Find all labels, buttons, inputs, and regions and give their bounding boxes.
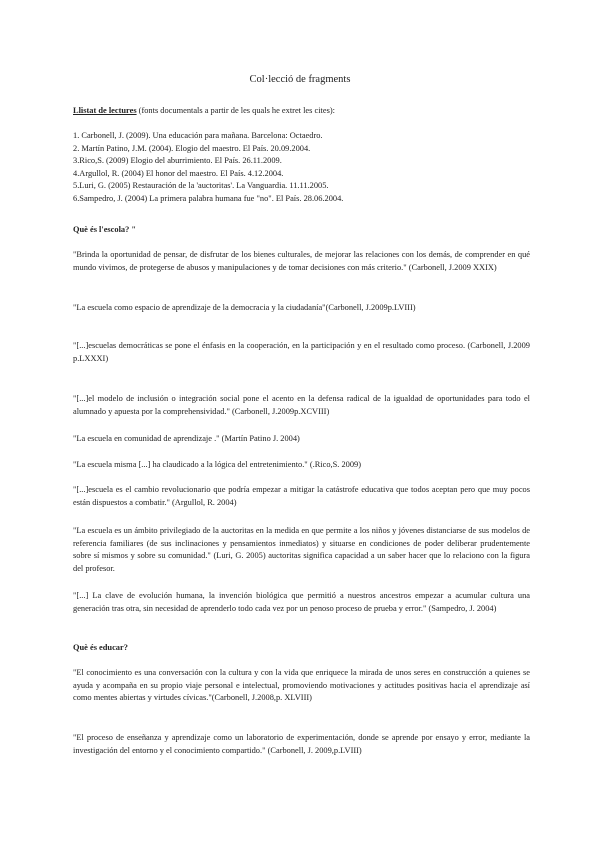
reading-list-heading: Llistat de lectures	[73, 106, 137, 115]
page-title: Col·lecció de fragments	[249, 74, 351, 85]
quote: "Brinda la oportunidad de pensar, de disfrutar de los bienes culturales, de mejorar las relaciones con los demás, de comprender en qué mundo vivimos, de protegerse de abusos y manipulaciones y de tomar decisiones con más criterio." (Carbonell, J.2009 XXIX)	[73, 250, 530, 272]
section-heading-educate: Què és educar?	[73, 643, 128, 652]
quote: "La escuela en comunidad de aprendizaje ." (Martín Patino J. 2004)	[73, 434, 300, 443]
quote: "[...] La clave de evolución humana, la invención biológica que permitió a nuestros ancestros empezar a acumular cultura una generación tras otra, sin necesidad de aprenderlo todo cada vez por un penoso proceso de prueba y error." (Sampedro, J. 2004)	[73, 591, 530, 613]
list-item: 4.Argullol, R. (2004) El honor del maestro. El País. 4.12.2004.	[73, 168, 284, 178]
quote: "[...]escuelas democráticas se pone el énfasis en la cooperación, en la participación y en el resultado como proceso. (Carbonell, J.2009 p.LXXXI)	[73, 341, 530, 363]
list-item: 2. Martín Patino, J.M. (2004). Elogio del maestro. El País. 20.09.2004.	[73, 143, 311, 153]
section-heading-school: Què és l'escola? "	[73, 225, 137, 234]
quote: "La escuela es un ámbito privilegiado de la auctoritas en la medida en que permite a los niños y jóvenes distanciarse de sus modelos de referencia familiares (de sus inclinaciones y pensamientos inmediatos) y situarse en condiciones de poder deliberar prudentemente sobre sí mismos y sobre su comunidad." (Luri, G. 2005) auctoritas significa capacidad a un saber hacer que lo relaciono con la figura del profesor.	[73, 526, 530, 573]
list-item: 5.Luri, G. (2005) Restauración de la 'auctoritas'. La Vanguardia. 11.11.2005.	[73, 181, 329, 191]
reading-list-subtitle: (fonts documentals a partir de les quals he extret les cites):	[136, 106, 335, 115]
quote: "El proceso de enseñanza y aprendizaje como un laboratorio de experimentación, donde se aprende por ensayo y error, mediante la investigación del entorno y el conocimiento compartido." (Carbonell, J. 2009,p.LVIII)	[73, 733, 530, 755]
quote: "La escuela como espacio de aprendizaje de la democracia y la ciudadanía"(Carbonell, J.2009p.LVIII)	[73, 303, 416, 312]
quote: "La escuela misma [...] ha claudicado a la lógica del entretenimiento." (.Rico,S. 2009)	[73, 460, 361, 469]
quote: "[...]escuela es el cambio revolucionario que podría empezar a mitigar la catástrofe educativa que todos aceptan pero que muy pocos están dispuestos a combatir." (Argullol, R. 2004)	[73, 485, 530, 507]
list-item: 6.Sampedro, J. (2004) La primera palabra humana fue "no". El País. 28.06.2004.	[73, 193, 344, 203]
quote: "El conocimiento es una conversación con la cultura y con la vida que enriquece la mirada de unos seres en construcción a quienes se ayuda y acompaña en su propio viaje personal e intelectual, promoviendo motivaciones y actitudes positivas hacia el aprendizaje así como mentes abiertas y virtudes cívicas."(Carbonell, J.2008,p. XLVIII)	[73, 668, 530, 703]
reading-list	[73, 130, 530, 206]
quote: "[...]el modelo de inclusión o integración social pone el acento en la defensa radical de la igualdad de oportunidades para todo el alumnado y apuesta por la comprehensividad." (Carbonell, J.2009p.XCVIII)	[73, 394, 530, 416]
list-item: 3.Rico,S. (2009) Elogio del aburrimiento. El País. 26.11.2009.	[73, 156, 282, 166]
reading-list-header	[73, 105, 530, 118]
list-item: 1. Carbonell, J. (2009). Una educación para mañana. Barcelona: Octaedro.	[73, 131, 323, 140]
